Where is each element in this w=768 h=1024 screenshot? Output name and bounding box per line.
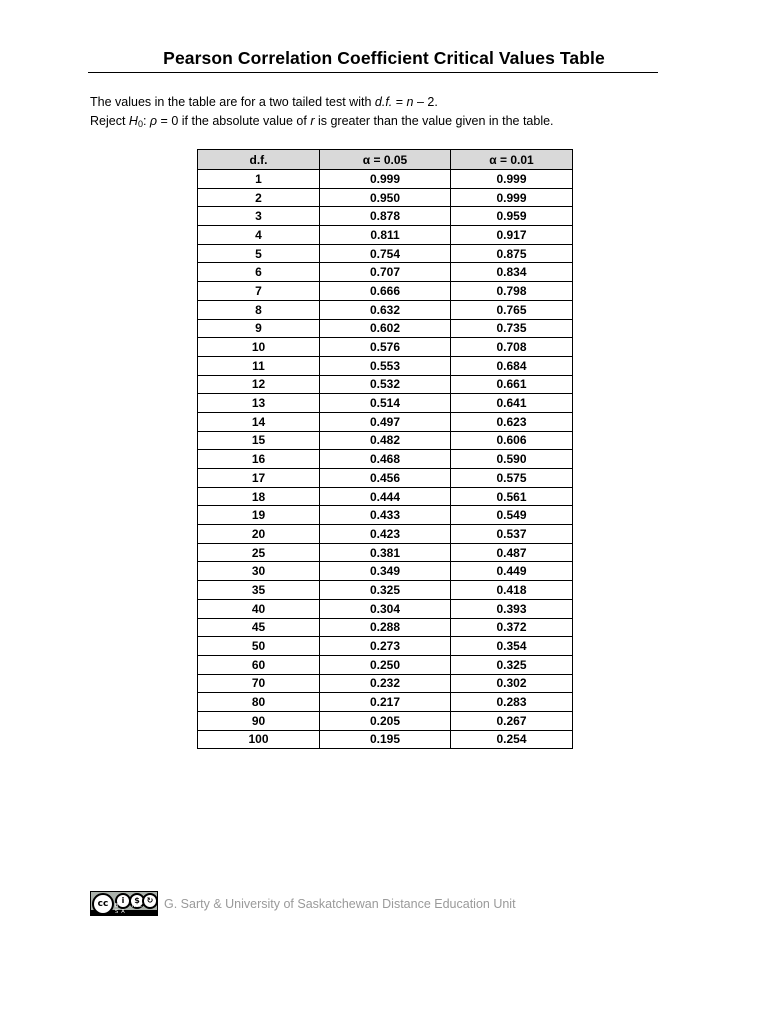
cell-alpha-005: 0.205 xyxy=(320,711,451,730)
table-row xyxy=(198,599,573,618)
cell-df: 70 xyxy=(198,674,320,693)
cell-df: 6 xyxy=(198,263,320,282)
cell-df: 1 xyxy=(198,170,320,189)
cell-alpha-005: 0.514 xyxy=(320,394,451,413)
table-row xyxy=(198,618,573,637)
cell-alpha-001: 0.449 xyxy=(451,562,573,581)
cell-alpha-005: 0.811 xyxy=(320,226,451,245)
cell-df: 8 xyxy=(198,300,320,319)
cell-alpha-005: 0.250 xyxy=(320,655,451,674)
cell-alpha-001: 0.418 xyxy=(451,581,573,600)
cell-alpha-001: 0.641 xyxy=(451,394,573,413)
noncommercial-icon: $ xyxy=(129,893,145,909)
cell-alpha-001: 0.561 xyxy=(451,487,573,506)
cell-alpha-005: 0.456 xyxy=(320,469,451,488)
title-underline xyxy=(88,72,658,73)
table-row xyxy=(198,655,573,674)
sharealike-icon: ↻ xyxy=(142,893,158,909)
cell-df: 45 xyxy=(198,618,320,637)
cell-alpha-005: 0.232 xyxy=(320,674,451,693)
table-row xyxy=(198,207,573,226)
footer-credit: G. Sarty & University of Saskatchewan Distance Education Unit xyxy=(164,896,516,911)
table-row xyxy=(198,188,573,207)
cell-alpha-001: 0.917 xyxy=(451,226,573,245)
header-alpha-001: α = 0.01 xyxy=(451,150,573,170)
footer xyxy=(90,891,516,916)
cell-df: 11 xyxy=(198,356,320,375)
table-header-row xyxy=(198,150,573,170)
cell-alpha-005: 0.304 xyxy=(320,599,451,618)
cell-alpha-005: 0.433 xyxy=(320,506,451,525)
cell-alpha-005: 0.999 xyxy=(320,170,451,189)
cell-alpha-001: 0.487 xyxy=(451,543,573,562)
cell-alpha-001: 0.765 xyxy=(451,300,573,319)
cell-alpha-001: 0.708 xyxy=(451,338,573,357)
cell-alpha-001: 0.283 xyxy=(451,693,573,712)
table-row xyxy=(198,375,573,394)
cell-alpha-001: 0.575 xyxy=(451,469,573,488)
badge-tags: BY NC SA xyxy=(115,903,146,915)
table-row xyxy=(198,338,573,357)
cell-df: 14 xyxy=(198,412,320,431)
cell-alpha-005: 0.707 xyxy=(320,263,451,282)
cell-alpha-001: 0.623 xyxy=(451,412,573,431)
cell-df: 4 xyxy=(198,226,320,245)
table-row xyxy=(198,562,573,581)
cell-df: 13 xyxy=(198,394,320,413)
cell-alpha-001: 0.372 xyxy=(451,618,573,637)
cell-alpha-001: 0.590 xyxy=(451,450,573,469)
cell-alpha-001: 0.549 xyxy=(451,506,573,525)
cell-alpha-005: 0.666 xyxy=(320,282,451,301)
table-row xyxy=(198,394,573,413)
table-row xyxy=(198,412,573,431)
cell-alpha-001: 0.606 xyxy=(451,431,573,450)
table-row xyxy=(198,226,573,245)
intro-line-2: Reject $H_0$: ρ = 0 if the absolute value of r is greater than the value given in the table. xyxy=(90,114,554,129)
cell-alpha-001: 0.684 xyxy=(451,356,573,375)
cell-alpha-001: 0.393 xyxy=(451,599,573,618)
cell-alpha-001: 0.959 xyxy=(451,207,573,226)
table-row xyxy=(198,244,573,263)
cell-alpha-005: 0.632 xyxy=(320,300,451,319)
cell-alpha-001: 0.999 xyxy=(451,188,573,207)
cell-alpha-001: 0.537 xyxy=(451,525,573,544)
cell-df: 50 xyxy=(198,637,320,656)
cell-alpha-005: 0.217 xyxy=(320,693,451,712)
cell-alpha-001: 0.354 xyxy=(451,637,573,656)
table-row xyxy=(198,282,573,301)
table-row xyxy=(198,170,573,189)
cell-df: 17 xyxy=(198,469,320,488)
cell-alpha-005: 0.754 xyxy=(320,244,451,263)
cell-df: 30 xyxy=(198,562,320,581)
cell-alpha-005: 0.602 xyxy=(320,319,451,338)
cell-alpha-005: 0.482 xyxy=(320,431,451,450)
cell-alpha-001: 0.834 xyxy=(451,263,573,282)
attribution-icon: i xyxy=(115,893,131,909)
cell-alpha-001: 0.254 xyxy=(451,730,573,749)
cell-df: 9 xyxy=(198,319,320,338)
cell-alpha-001: 0.661 xyxy=(451,375,573,394)
cell-alpha-001: 0.325 xyxy=(451,655,573,674)
cell-df: 20 xyxy=(198,525,320,544)
cell-df: 10 xyxy=(198,338,320,357)
cell-df: 100 xyxy=(198,730,320,749)
cell-alpha-005: 0.273 xyxy=(320,637,451,656)
page-title: Pearson Correlation Coefficient Critical Values Table xyxy=(163,48,605,68)
cell-df: 12 xyxy=(198,375,320,394)
cell-alpha-005: 0.576 xyxy=(320,338,451,357)
cell-df: 90 xyxy=(198,711,320,730)
cell-alpha-005: 0.468 xyxy=(320,450,451,469)
header-df: d.f. xyxy=(198,150,320,170)
cell-alpha-001: 0.302 xyxy=(451,674,573,693)
table-row xyxy=(198,525,573,544)
cell-df: 25 xyxy=(198,543,320,562)
cell-alpha-001: 0.798 xyxy=(451,282,573,301)
table-row xyxy=(198,431,573,450)
cell-df: 7 xyxy=(198,282,320,301)
table-row xyxy=(198,450,573,469)
table-row xyxy=(198,487,573,506)
cell-df: 19 xyxy=(198,506,320,525)
table-row xyxy=(198,711,573,730)
table-row xyxy=(198,319,573,338)
cell-alpha-005: 0.195 xyxy=(320,730,451,749)
cell-df: 15 xyxy=(198,431,320,450)
table-row xyxy=(198,356,573,375)
cell-df: 35 xyxy=(198,581,320,600)
cell-alpha-005: 0.423 xyxy=(320,525,451,544)
cell-df: 18 xyxy=(198,487,320,506)
table-row xyxy=(198,693,573,712)
cell-alpha-005: 0.878 xyxy=(320,207,451,226)
critical-values-table xyxy=(197,149,573,749)
table-row xyxy=(198,730,573,749)
table-row xyxy=(198,543,573,562)
cell-alpha-005: 0.325 xyxy=(320,581,451,600)
table-row xyxy=(198,300,573,319)
cell-df: 60 xyxy=(198,655,320,674)
header-alpha-005: α = 0.05 xyxy=(320,150,451,170)
cell-df: 16 xyxy=(198,450,320,469)
intro-line-1: The values in the table are for a two tailed test with d.f. = n – 2. xyxy=(90,95,438,109)
cell-alpha-005: 0.532 xyxy=(320,375,451,394)
cell-alpha-001: 0.875 xyxy=(451,244,573,263)
cell-df: 80 xyxy=(198,693,320,712)
cell-alpha-005: 0.349 xyxy=(320,562,451,581)
cell-alpha-005: 0.497 xyxy=(320,412,451,431)
table-row xyxy=(198,263,573,282)
table-row xyxy=(198,506,573,525)
cell-alpha-001: 0.267 xyxy=(451,711,573,730)
license-badge xyxy=(90,891,158,916)
cell-alpha-001: 0.735 xyxy=(451,319,573,338)
cell-df: 3 xyxy=(198,207,320,226)
intro-text xyxy=(90,93,554,134)
cell-alpha-005: 0.288 xyxy=(320,618,451,637)
cell-alpha-005: 0.950 xyxy=(320,188,451,207)
cell-df: 40 xyxy=(198,599,320,618)
cell-alpha-005: 0.553 xyxy=(320,356,451,375)
table-row xyxy=(198,674,573,693)
table-body xyxy=(198,170,573,749)
cell-df: 5 xyxy=(198,244,320,263)
cell-alpha-005: 0.444 xyxy=(320,487,451,506)
table-row xyxy=(198,469,573,488)
cell-df: 2 xyxy=(198,188,320,207)
cell-alpha-005: 0.381 xyxy=(320,543,451,562)
table-row xyxy=(198,637,573,656)
cell-alpha-001: 0.999 xyxy=(451,170,573,189)
creative-commons-icon: cc xyxy=(92,893,114,915)
table-row xyxy=(198,581,573,600)
